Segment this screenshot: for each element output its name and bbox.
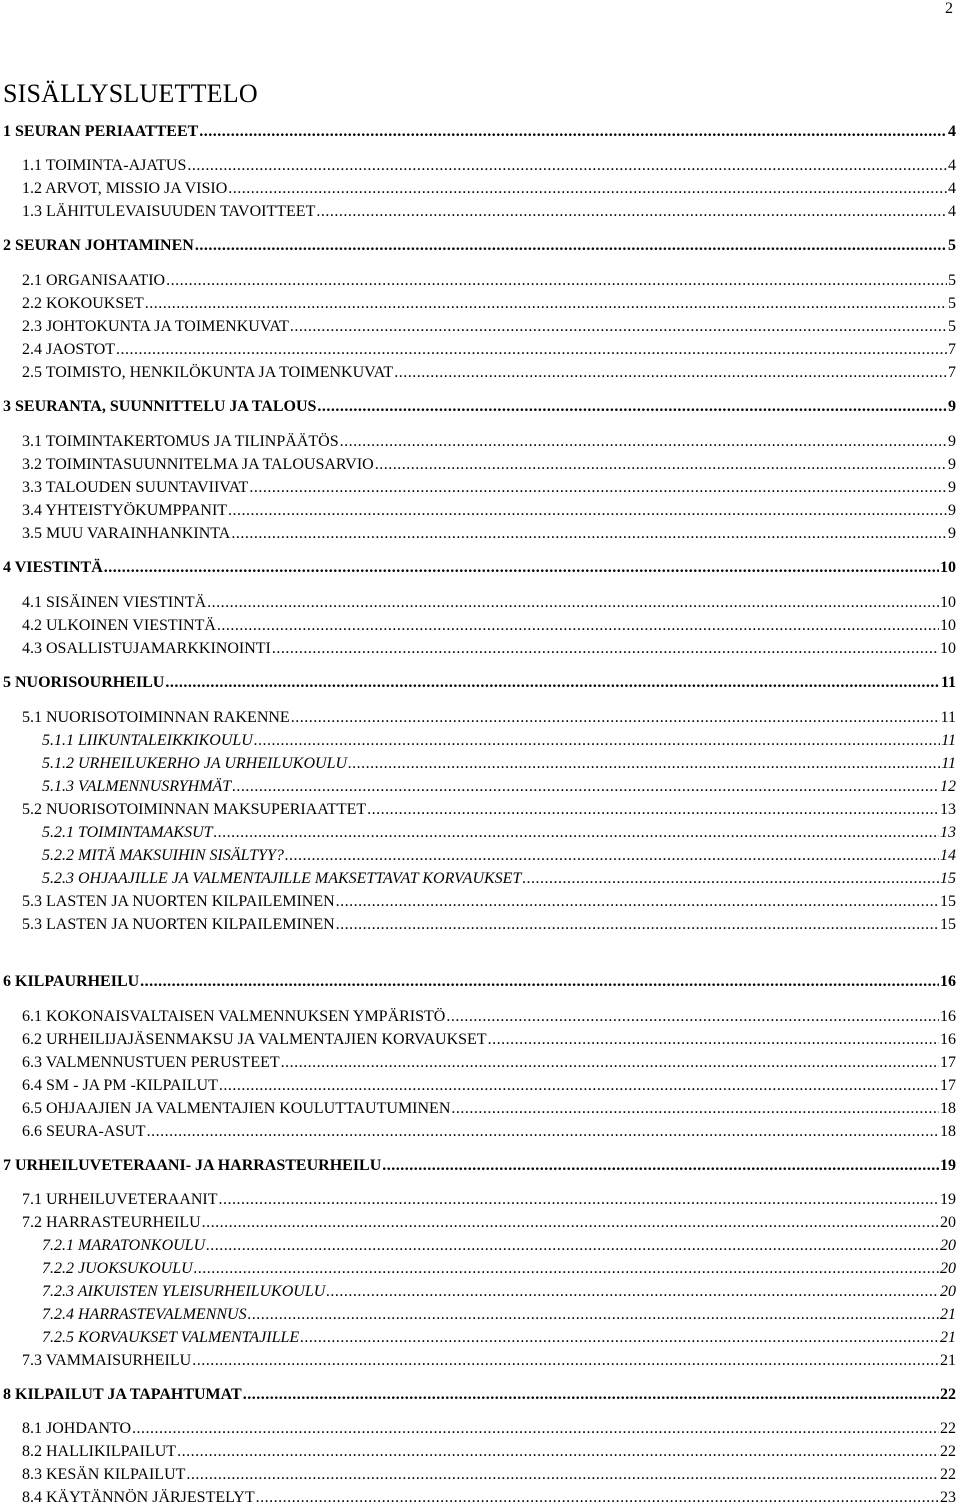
toc-entry[interactable] (3, 121, 956, 143)
toc-entry-title: 8.1 JOHDANTO (22, 1420, 132, 1437)
toc-entry-title: 3.4 YHTEISTYÖKUMPPANIT (22, 502, 228, 519)
toc-entry-page: 21 (940, 1329, 956, 1346)
toc-entry[interactable] (22, 293, 956, 315)
toc-entry[interactable] (22, 1121, 956, 1143)
toc-entry-page: 11 (941, 732, 956, 749)
toc-entry-title: 2.3 JOHTOKUNTA JA TOIMENKUVAT (22, 318, 289, 335)
toc-entry-page: 20 (940, 1214, 956, 1231)
toc-entry[interactable] (42, 845, 956, 867)
toc-dot-leader (232, 776, 939, 798)
toc-entry-title: 7.2 HARRASTEURHEILU (22, 1214, 201, 1231)
toc-entry-page: 9 (948, 398, 956, 415)
toc-entry[interactable] (22, 155, 956, 177)
toc-entry-title: 1 SEURAN PERIAATTEET (3, 123, 199, 140)
toc-entry-title: 2.5 TOIMISTO, HENKILÖKUNTA JA TOIMENKUVAT (22, 364, 394, 381)
toc-entry-title: 4.1 SISÄINEN VIESTINTÄ (22, 594, 207, 611)
toc-entry[interactable] (22, 1418, 956, 1440)
toc-entry-page: 4 (948, 203, 956, 220)
toc-entry-title: 3.2 TOIMINTASUUNNITELMA JA TALOUSARVIO (22, 456, 374, 473)
toc-entry-page: 13 (940, 824, 956, 841)
toc-entry-page: 19 (940, 1191, 956, 1208)
toc-entry-title: 8.2 HALLIKILPAILUT (22, 1443, 177, 1460)
toc-entry-title: 2.2 KOKOUKSET (22, 295, 144, 312)
toc-entry-title: 5.1.1 LIIKUNTALEIKKIKOULU (42, 732, 253, 749)
toc-dot-leader (187, 155, 947, 177)
toc-dot-leader (291, 707, 940, 729)
toc-dot-leader (256, 1487, 939, 1509)
toc-entry-title: 5.3 LASTEN JA NUORTEN KILPAILEMINEN (22, 893, 335, 910)
toc-dot-leader (451, 1098, 939, 1120)
toc-dot-leader (219, 1189, 939, 1211)
toc-entry[interactable] (22, 1189, 956, 1211)
toc-entry-title: 3 SEURANTA, SUUNNITTELU JA TALOUS (3, 398, 317, 415)
toc-dot-leader (214, 822, 939, 844)
toc-entry[interactable] (22, 914, 956, 936)
toc-entry[interactable] (22, 638, 956, 660)
toc-dot-leader (281, 1052, 939, 1074)
toc-entry-page: 22 (940, 1420, 956, 1437)
toc-entry-page: 10 (940, 559, 956, 576)
toc-dot-leader (367, 799, 939, 821)
toc-dot-leader (207, 592, 939, 614)
toc-entry[interactable] (22, 1006, 956, 1028)
toc-dot-leader (202, 1212, 939, 1234)
toc-entry[interactable] (42, 868, 956, 890)
toc-entry-title: 2 SEURAN JOHTAMINEN (3, 237, 194, 254)
toc-entry-page: 16 (940, 1008, 956, 1025)
toc-entry-page: 12 (940, 778, 956, 795)
toc-entry-page: 20 (940, 1260, 956, 1277)
toc-entry-title: 7.2.1 MARATONKOULU (42, 1237, 206, 1254)
toc-entry-title: 8.3 KESÄN KILPAILUT (22, 1466, 186, 1483)
toc-entry-page: 17 (940, 1054, 956, 1071)
toc-entry-title: 6.5 OHJAAJIEN JA VALMENTAJIEN KOULUTTAUTUMINEN (22, 1100, 451, 1117)
toc-entry-title: 4 VIESTINTÄ (3, 559, 103, 576)
toc-entry-page: 10 (940, 617, 956, 634)
toc-entry[interactable] (22, 1350, 956, 1372)
toc-entry-page: 15 (940, 870, 956, 887)
toc-entry[interactable] (3, 1384, 956, 1406)
toc-dot-leader (300, 1327, 939, 1349)
toc-entry-title: 6.1 KOKONAISVALTAISEN VALMENNUKSEN YMPÄRISTÖ (22, 1008, 446, 1025)
toc-dot-leader (522, 868, 939, 890)
toc-entry-page: 4 (948, 123, 956, 140)
toc-entry-title: 7.2.5 KORVAUKSET VALMENTAJILLE (42, 1329, 300, 1346)
toc-entry-title: 5.2.2 MITÄ MAKSUIHIN SISÄLTYY? (42, 847, 284, 864)
toc-dot-leader (272, 638, 939, 660)
toc-entry-page: 20 (940, 1283, 956, 1300)
toc-entry-title: 3.3 TALOUDEN SUUNTAVIIVAT (22, 479, 249, 496)
toc-entry-page: 19 (940, 1157, 956, 1174)
page-title: SISÄLLYSLUETTELO (3, 79, 258, 108)
toc-entry[interactable] (22, 454, 956, 476)
toc-entry-page: 18 (940, 1123, 956, 1140)
toc-entry-title: 5.2.1 TOIMINTAMAKSUT (42, 824, 213, 841)
toc-dot-leader (348, 753, 940, 775)
toc-dot-leader (217, 615, 939, 637)
toc-dot-leader (382, 1155, 939, 1177)
toc-dot-leader (199, 121, 947, 143)
toc-dot-leader (186, 1464, 939, 1486)
toc-entry-page: 10 (940, 594, 956, 611)
toc-entry-page: 7 (948, 364, 956, 381)
toc-entry[interactable] (3, 396, 956, 418)
toc-entry[interactable] (3, 557, 956, 579)
toc-entry-page: 11 (941, 755, 956, 772)
toc-entry-title: 5.2.3 OHJAAJILLE JA VALMENTAJILLE MAKSETTAVAT KORVAUKSET (42, 870, 522, 887)
toc-dot-leader (248, 1304, 939, 1326)
toc-entry-title: 5.3 LASTEN JA NUORTEN KILPAILEMINEN (22, 916, 335, 933)
toc-entry-title: 6 KILPAURHEILU (3, 973, 140, 990)
toc-entry[interactable] (22, 592, 956, 614)
toc-entry[interactable] (22, 1487, 956, 1509)
toc-entry[interactable] (42, 1258, 956, 1280)
toc-entry-page: 5 (948, 272, 956, 289)
page-number: 2 (945, 0, 953, 17)
toc-entry-page: 17 (940, 1077, 956, 1094)
toc-entry-page: 14 (940, 847, 956, 864)
toc-entry[interactable] (22, 1052, 956, 1074)
toc-entry[interactable] (22, 201, 956, 223)
toc-entry[interactable] (22, 799, 956, 821)
toc-entry-title: 6.6 SEURA-ASUT (22, 1123, 146, 1140)
toc-dot-leader (340, 431, 947, 453)
toc-entry-page: 9 (948, 502, 956, 519)
toc-dot-leader (192, 1350, 939, 1372)
toc-entry-title: 7.3 VAMMAISURHEILU (22, 1352, 192, 1369)
toc-entry-page: 23 (940, 1489, 956, 1506)
toc-entry[interactable] (3, 672, 956, 694)
toc-dot-leader (166, 270, 947, 292)
toc-entry-page: 11 (940, 674, 956, 691)
toc-entry-title: 5 NUORISOURHEILU (3, 674, 165, 691)
toc-entry-page: 16 (940, 1031, 956, 1048)
toc-dot-leader (195, 235, 947, 257)
toc-dot-leader (140, 971, 939, 993)
toc-dot-leader (219, 1075, 939, 1097)
toc-entry-title: 7.2.3 AIKUISTEN YLEISURHEILUKOULU (42, 1283, 326, 1300)
toc-entry-title: 8 KILPAILUT JA TAPAHTUMAT (3, 1386, 242, 1403)
toc-entry-title: 8.4 KÄYTÄNNÖN JÄRJESTELYT (22, 1489, 255, 1506)
toc-entry-page: 22 (940, 1443, 956, 1460)
toc-entry[interactable] (42, 730, 956, 752)
toc-entry-title: 4.2 ULKOINEN VIESTINTÄ (22, 617, 216, 634)
toc-entry-page: 22 (940, 1386, 956, 1403)
toc-entry-title: 4.3 OSALLISTUJAMARKKINOINTI (22, 640, 271, 657)
toc-entry-page: 4 (948, 180, 956, 197)
toc-entry-page: 9 (948, 525, 956, 542)
toc-entry[interactable] (42, 776, 956, 798)
toc-entry[interactable] (22, 615, 956, 637)
toc-dot-leader (446, 1006, 939, 1028)
toc-dot-leader (316, 201, 947, 223)
toc-entry-page: 13 (940, 801, 956, 818)
toc-entry[interactable] (22, 1441, 956, 1463)
toc-entry[interactable] (42, 753, 956, 775)
toc-entry[interactable] (22, 707, 956, 729)
toc-entry[interactable] (22, 500, 956, 522)
toc-entry-page: 9 (948, 479, 956, 496)
toc-dot-leader (116, 339, 947, 361)
toc-entry[interactable] (42, 822, 956, 844)
toc-entry[interactable] (42, 1281, 956, 1303)
toc-entry-title: 2.1 ORGANISAATIO (22, 272, 166, 289)
toc-dot-leader (132, 1418, 939, 1440)
toc-entry[interactable] (22, 1212, 956, 1234)
toc-entry[interactable] (22, 431, 956, 453)
toc-entry[interactable] (22, 1098, 956, 1120)
toc-entry-title: 5.1.3 VALMENNUSRYHMÄT (42, 778, 232, 795)
toc-dot-leader (243, 1384, 939, 1406)
toc-entry-title: 6.2 URHEILIJAJÄSENMAKSU JA VALMENTAJIEN KORVAUKSET (22, 1031, 487, 1048)
toc-dot-leader (336, 914, 939, 936)
toc-entry-page: 5 (948, 318, 956, 335)
toc-dot-leader (104, 557, 939, 579)
toc-entry-title: 7.2.2 JUOKSUKOULU (42, 1260, 193, 1277)
toc-entry-page: 9 (948, 456, 956, 473)
toc-dot-leader (231, 523, 947, 545)
toc-entry[interactable] (42, 1235, 956, 1257)
toc-entry-page: 5 (948, 295, 956, 312)
toc-dot-leader (488, 1029, 939, 1051)
toc-dot-leader (317, 396, 947, 418)
toc-dot-leader (326, 1281, 939, 1303)
toc-dot-leader (194, 1258, 939, 1280)
toc-entry-title: 1.3 LÄHITULEVAISUUDEN TAVOITTEET (22, 203, 316, 220)
toc-entry-page: 5 (948, 237, 956, 254)
toc-entry[interactable] (22, 523, 956, 545)
toc-dot-leader (165, 672, 940, 694)
toc-entry[interactable] (22, 1029, 956, 1051)
toc-entry[interactable] (42, 1304, 956, 1326)
toc-entry[interactable] (22, 339, 956, 361)
toc-entry-page: 15 (940, 893, 956, 910)
toc-entry-title: 6.4 SM - JA PM -KILPAILUT (22, 1077, 218, 1094)
toc-entry-page: 4 (948, 157, 956, 174)
toc-dot-leader (177, 1441, 939, 1463)
toc-entry-title: 7 URHEILUVETERAANI- JA HARRASTEURHEILU (3, 1157, 382, 1174)
toc-entry-title: 3.1 TOIMINTAKERTOMUS JA TILINPÄÄTÖS (22, 433, 339, 450)
toc-dot-leader (147, 1121, 939, 1143)
toc-dot-leader (254, 730, 940, 752)
toc-entry-title: 5.1 NUORISOTOIMINNAN RAKENNE (22, 709, 290, 726)
toc-entry-page: 16 (940, 973, 956, 990)
toc-dot-leader (228, 500, 947, 522)
toc-entry[interactable] (22, 362, 956, 384)
toc-entry[interactable] (22, 1075, 956, 1097)
toc-dot-leader (145, 293, 947, 315)
toc-entry-page: 18 (940, 1100, 956, 1117)
toc-dot-leader (290, 316, 947, 338)
toc-entry-page: 15 (940, 916, 956, 933)
toc-dot-leader (228, 178, 947, 200)
toc-entry-title: 7.1 URHEILUVETERAANIT (22, 1191, 218, 1208)
toc-entry-title: 5.2 NUORISOTOIMINNAN MAKSUPERIAATTET (22, 801, 367, 818)
toc-entry[interactable] (22, 1464, 956, 1486)
toc-entry-page: 20 (940, 1237, 956, 1254)
toc-entry[interactable] (22, 270, 956, 292)
toc-dot-leader (285, 845, 939, 867)
toc-entry-title: 5.1.2 URHEILUKERHO JA URHEILUKOULU (42, 755, 348, 772)
toc-dot-leader (375, 454, 947, 476)
toc-dot-leader (249, 477, 947, 499)
toc-entry-title: 1.1 TOIMINTA-AJATUS (22, 157, 187, 174)
toc-entry-title: 3.5 MUU VARAINHANKINTA (22, 525, 231, 542)
toc-entry-page: 7 (948, 341, 956, 358)
toc-entry-page: 10 (940, 640, 956, 657)
toc-dot-leader (336, 891, 939, 913)
toc-entry-page: 22 (940, 1466, 956, 1483)
toc-entry-title: 2.4 JAOSTOT (22, 341, 116, 358)
toc-entry[interactable] (22, 891, 956, 913)
toc-entry-page: 11 (940, 709, 956, 726)
toc-entry[interactable] (3, 235, 956, 257)
toc-entry-page: 9 (948, 433, 956, 450)
toc-entry-page: 21 (940, 1306, 956, 1323)
toc-dot-leader (394, 362, 947, 384)
toc-dot-leader (206, 1235, 939, 1257)
toc-entry-title: 1.2 ARVOT, MISSIO JA VISIO (22, 180, 228, 197)
toc-entry[interactable] (22, 178, 956, 200)
toc-entry-title: 6.3 VALMENNUSTUEN PERUSTEET (22, 1054, 280, 1071)
toc-entry-title: 7.2.4 HARRASTEVALMENNUS (42, 1306, 247, 1323)
toc-entry[interactable] (42, 1327, 956, 1349)
toc-entry[interactable] (3, 971, 956, 993)
toc-entry[interactable] (22, 316, 956, 338)
toc-entry-page: 21 (940, 1352, 956, 1369)
toc-entry[interactable] (3, 1155, 956, 1177)
toc-entry[interactable] (22, 477, 956, 499)
